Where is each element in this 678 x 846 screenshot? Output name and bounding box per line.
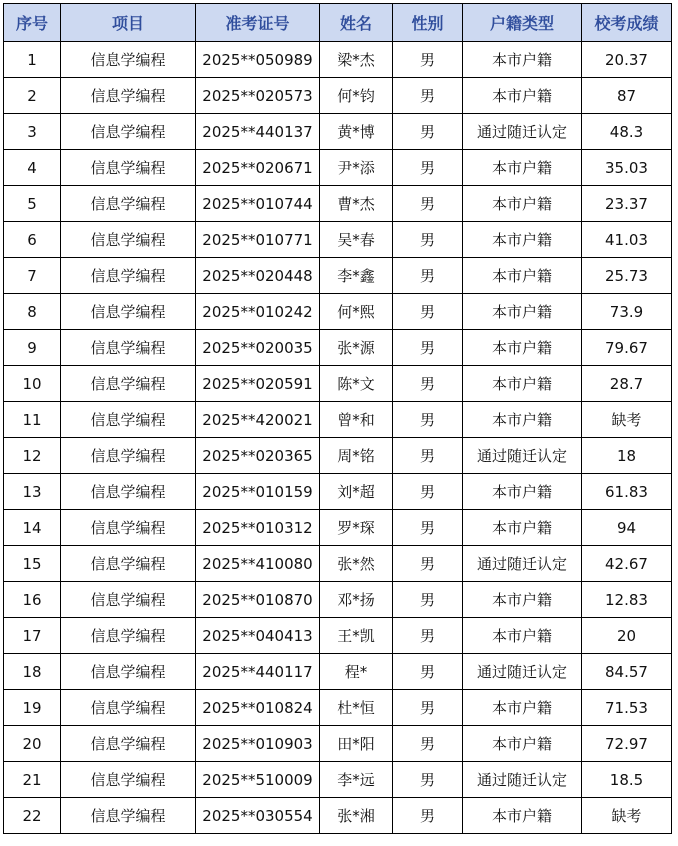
table-row xyxy=(4,42,672,78)
cell-score: 72.97 xyxy=(582,726,672,762)
cell-name: 黄*博 xyxy=(320,114,393,150)
cell-score: 28.7 xyxy=(582,366,672,402)
cell-score: 25.73 xyxy=(582,258,672,294)
cell-gender: 男 xyxy=(393,762,463,798)
table-row xyxy=(4,582,672,618)
cell-score: 20 xyxy=(582,618,672,654)
cell-seq: 1 xyxy=(4,42,61,78)
cell-hukou-type: 本市户籍 xyxy=(463,78,582,114)
cell-exam-id: 2025**420021 xyxy=(196,402,320,438)
cell-hukou-type: 本市户籍 xyxy=(463,366,582,402)
cell-exam-id: 2025**030554 xyxy=(196,798,320,834)
cell-project: 信息学编程 xyxy=(61,294,196,330)
cell-gender: 男 xyxy=(393,726,463,762)
cell-seq: 4 xyxy=(4,150,61,186)
cell-seq: 11 xyxy=(4,402,61,438)
cell-hukou-type: 本市户籍 xyxy=(463,618,582,654)
cell-project: 信息学编程 xyxy=(61,402,196,438)
cell-exam-id: 2025**010824 xyxy=(196,690,320,726)
cell-name: 何*熙 xyxy=(320,294,393,330)
cell-exam-id: 2025**020591 xyxy=(196,366,320,402)
table-row xyxy=(4,762,672,798)
cell-gender: 男 xyxy=(393,690,463,726)
cell-seq: 21 xyxy=(4,762,61,798)
cell-score: 84.57 xyxy=(582,654,672,690)
score-table xyxy=(3,3,672,834)
cell-seq: 3 xyxy=(4,114,61,150)
cell-hukou-type: 本市户籍 xyxy=(463,222,582,258)
header-seq: 序号 xyxy=(4,4,61,42)
cell-exam-id: 2025**410080 xyxy=(196,546,320,582)
cell-gender: 男 xyxy=(393,582,463,618)
cell-project: 信息学编程 xyxy=(61,186,196,222)
cell-project: 信息学编程 xyxy=(61,654,196,690)
cell-seq: 2 xyxy=(4,78,61,114)
cell-seq: 22 xyxy=(4,798,61,834)
cell-gender: 男 xyxy=(393,546,463,582)
cell-exam-id: 2025**010771 xyxy=(196,222,320,258)
cell-hukou-type: 本市户籍 xyxy=(463,186,582,222)
cell-gender: 男 xyxy=(393,150,463,186)
cell-exam-id: 2025**050989 xyxy=(196,42,320,78)
cell-hukou-type: 本市户籍 xyxy=(463,798,582,834)
cell-project: 信息学编程 xyxy=(61,762,196,798)
cell-gender: 男 xyxy=(393,114,463,150)
cell-project: 信息学编程 xyxy=(61,366,196,402)
cell-project: 信息学编程 xyxy=(61,726,196,762)
cell-gender: 男 xyxy=(393,366,463,402)
cell-hukou-type: 本市户籍 xyxy=(463,294,582,330)
cell-gender: 男 xyxy=(393,402,463,438)
cell-gender: 男 xyxy=(393,330,463,366)
table-row xyxy=(4,438,672,474)
cell-seq: 9 xyxy=(4,330,61,366)
table-row xyxy=(4,294,672,330)
cell-project: 信息学编程 xyxy=(61,438,196,474)
cell-hukou-type: 通过随迁认定 xyxy=(463,114,582,150)
cell-name: 刘*超 xyxy=(320,474,393,510)
cell-gender: 男 xyxy=(393,798,463,834)
cell-hukou-type: 本市户籍 xyxy=(463,402,582,438)
header-name: 姓名 xyxy=(320,4,393,42)
cell-name: 李*鑫 xyxy=(320,258,393,294)
cell-seq: 17 xyxy=(4,618,61,654)
table-row xyxy=(4,510,672,546)
table-body xyxy=(4,42,672,834)
cell-seq: 6 xyxy=(4,222,61,258)
cell-score: 73.9 xyxy=(582,294,672,330)
cell-gender: 男 xyxy=(393,222,463,258)
cell-hukou-type: 通过随迁认定 xyxy=(463,762,582,798)
cell-score: 35.03 xyxy=(582,150,672,186)
cell-seq: 12 xyxy=(4,438,61,474)
cell-name: 王*凯 xyxy=(320,618,393,654)
cell-gender: 男 xyxy=(393,78,463,114)
cell-hukou-type: 本市户籍 xyxy=(463,330,582,366)
cell-name: 吴*春 xyxy=(320,222,393,258)
cell-gender: 男 xyxy=(393,294,463,330)
cell-exam-id: 2025**010159 xyxy=(196,474,320,510)
table-row xyxy=(4,618,672,654)
cell-hukou-type: 本市户籍 xyxy=(463,474,582,510)
cell-exam-id: 2025**010744 xyxy=(196,186,320,222)
cell-seq: 20 xyxy=(4,726,61,762)
cell-exam-id: 2025**020671 xyxy=(196,150,320,186)
cell-hukou-type: 本市户籍 xyxy=(463,150,582,186)
cell-name: 陈*文 xyxy=(320,366,393,402)
cell-name: 何*钧 xyxy=(320,78,393,114)
cell-score: 48.3 xyxy=(582,114,672,150)
cell-seq: 10 xyxy=(4,366,61,402)
cell-project: 信息学编程 xyxy=(61,582,196,618)
cell-hukou-type: 本市户籍 xyxy=(463,258,582,294)
header-project: 项目 xyxy=(61,4,196,42)
header-hukou-type: 户籍类型 xyxy=(463,4,582,42)
cell-hukou-type: 通过随迁认定 xyxy=(463,546,582,582)
cell-score: 94 xyxy=(582,510,672,546)
cell-project: 信息学编程 xyxy=(61,78,196,114)
cell-score: 缺考 xyxy=(582,798,672,834)
cell-seq: 15 xyxy=(4,546,61,582)
cell-exam-id: 2025**020573 xyxy=(196,78,320,114)
cell-project: 信息学编程 xyxy=(61,618,196,654)
cell-gender: 男 xyxy=(393,42,463,78)
cell-gender: 男 xyxy=(393,186,463,222)
cell-gender: 男 xyxy=(393,654,463,690)
cell-project: 信息学编程 xyxy=(61,258,196,294)
cell-exam-id: 2025**510009 xyxy=(196,762,320,798)
cell-score: 79.67 xyxy=(582,330,672,366)
table-row xyxy=(4,654,672,690)
cell-name: 曾*和 xyxy=(320,402,393,438)
cell-project: 信息学编程 xyxy=(61,474,196,510)
cell-name: 周*铭 xyxy=(320,438,393,474)
cell-name: 李*远 xyxy=(320,762,393,798)
cell-project: 信息学编程 xyxy=(61,150,196,186)
cell-project: 信息学编程 xyxy=(61,222,196,258)
cell-score: 缺考 xyxy=(582,402,672,438)
cell-project: 信息学编程 xyxy=(61,546,196,582)
cell-seq: 16 xyxy=(4,582,61,618)
cell-hukou-type: 通过随迁认定 xyxy=(463,438,582,474)
cell-seq: 8 xyxy=(4,294,61,330)
table-row xyxy=(4,474,672,510)
cell-exam-id: 2025**010870 xyxy=(196,582,320,618)
cell-hukou-type: 本市户籍 xyxy=(463,42,582,78)
cell-name: 张*湘 xyxy=(320,798,393,834)
cell-project: 信息学编程 xyxy=(61,690,196,726)
cell-hukou-type: 本市户籍 xyxy=(463,582,582,618)
cell-project: 信息学编程 xyxy=(61,114,196,150)
cell-score: 23.37 xyxy=(582,186,672,222)
table-row xyxy=(4,150,672,186)
table-row xyxy=(4,186,672,222)
table-row xyxy=(4,798,672,834)
cell-score: 18.5 xyxy=(582,762,672,798)
cell-gender: 男 xyxy=(393,474,463,510)
cell-seq: 19 xyxy=(4,690,61,726)
cell-name: 张*源 xyxy=(320,330,393,366)
cell-seq: 18 xyxy=(4,654,61,690)
table-row xyxy=(4,78,672,114)
cell-score: 61.83 xyxy=(582,474,672,510)
table-row xyxy=(4,690,672,726)
cell-hukou-type: 通过随迁认定 xyxy=(463,654,582,690)
cell-hukou-type: 本市户籍 xyxy=(463,726,582,762)
cell-exam-id: 2025**010903 xyxy=(196,726,320,762)
cell-gender: 男 xyxy=(393,618,463,654)
table-row xyxy=(4,330,672,366)
table-row xyxy=(4,366,672,402)
cell-gender: 男 xyxy=(393,510,463,546)
header-gender: 性别 xyxy=(393,4,463,42)
cell-hukou-type: 本市户籍 xyxy=(463,690,582,726)
cell-score: 42.67 xyxy=(582,546,672,582)
cell-gender: 男 xyxy=(393,258,463,294)
cell-project: 信息学编程 xyxy=(61,798,196,834)
header-score: 校考成绩 xyxy=(582,4,672,42)
cell-name: 尹*添 xyxy=(320,150,393,186)
cell-exam-id: 2025**440137 xyxy=(196,114,320,150)
cell-name: 曹*杰 xyxy=(320,186,393,222)
table-row xyxy=(4,222,672,258)
header-exam-id: 准考证号 xyxy=(196,4,320,42)
cell-hukou-type: 本市户籍 xyxy=(463,510,582,546)
cell-seq: 5 xyxy=(4,186,61,222)
cell-seq: 13 xyxy=(4,474,61,510)
table-row xyxy=(4,258,672,294)
cell-name: 张*然 xyxy=(320,546,393,582)
cell-exam-id: 2025**040413 xyxy=(196,618,320,654)
cell-exam-id: 2025**020448 xyxy=(196,258,320,294)
cell-name: 梁*杰 xyxy=(320,42,393,78)
cell-seq: 14 xyxy=(4,510,61,546)
cell-project: 信息学编程 xyxy=(61,330,196,366)
cell-exam-id: 2025**440117 xyxy=(196,654,320,690)
table-header-row xyxy=(4,4,672,42)
cell-name: 罗*琛 xyxy=(320,510,393,546)
cell-project: 信息学编程 xyxy=(61,42,196,78)
cell-name: 程* xyxy=(320,654,393,690)
cell-seq: 7 xyxy=(4,258,61,294)
cell-score: 41.03 xyxy=(582,222,672,258)
table-row xyxy=(4,546,672,582)
cell-score: 18 xyxy=(582,438,672,474)
cell-exam-id: 2025**010242 xyxy=(196,294,320,330)
cell-score: 12.83 xyxy=(582,582,672,618)
cell-gender: 男 xyxy=(393,438,463,474)
cell-project: 信息学编程 xyxy=(61,510,196,546)
cell-name: 田*阳 xyxy=(320,726,393,762)
table-row xyxy=(4,402,672,438)
cell-name: 杜*恒 xyxy=(320,690,393,726)
cell-exam-id: 2025**020365 xyxy=(196,438,320,474)
table-row xyxy=(4,114,672,150)
cell-score: 20.37 xyxy=(582,42,672,78)
cell-score: 87 xyxy=(582,78,672,114)
cell-exam-id: 2025**020035 xyxy=(196,330,320,366)
cell-name: 邓*扬 xyxy=(320,582,393,618)
table-row xyxy=(4,726,672,762)
cell-exam-id: 2025**010312 xyxy=(196,510,320,546)
cell-score: 71.53 xyxy=(582,690,672,726)
